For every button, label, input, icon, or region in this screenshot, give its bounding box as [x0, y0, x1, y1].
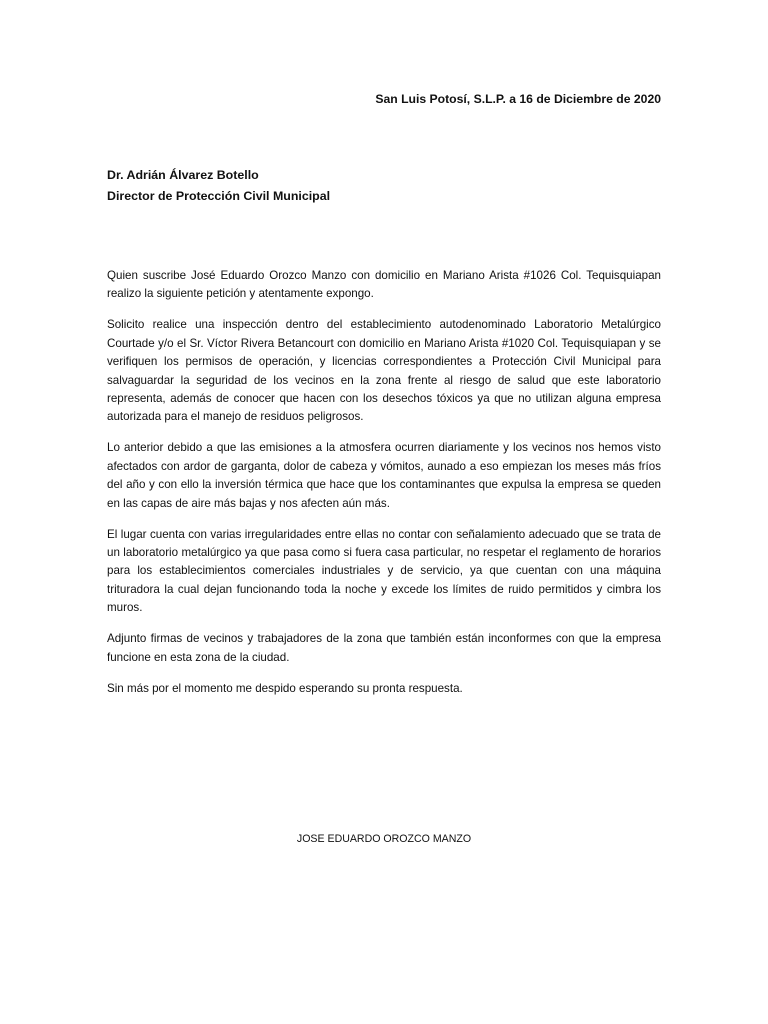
- recipient-title: Director de Protección Civil Municipal: [107, 189, 331, 203]
- paragraph-attachments: Adjunto firmas de vecinos y trabajadores de la zona que también están inconformes con que la empresa funcione en esta zona de la ciudad.: [107, 632, 661, 664]
- paragraph-closing: Sin más por el momento me despido esperando su pronta respuesta.: [107, 681, 463, 695]
- signature-name: JOSE EDUARDO OROZCO MANZO: [296, 833, 472, 845]
- paragraph-request: Solicito realice una inspección dentro del establecimiento autodenominado Laboratorio Metalúrgico Courtade y/o el Sr. Víctor Rivera Betancourt con domicilio en Mariano Arista #1020 Col. Tequisquiapan y se verifiquen los permisos de operación, y licencias correspondientes a Protección Civil Municipal para salvaguardar la seguridad de los vecinos en la zona frente al riesgo de salud que este laboratorio representa, además de conocer que hacen con los desechos tóxicos ya que no utilizan alguna empresa autorizada para el manejo de residuos peligrosos.: [107, 318, 661, 424]
- paragraph-irregularities: El lugar cuenta con varias irregularidades entre ellas no contar con señalamiento adecuado que se trata de un laboratorio metalúrgico ya que pasa como si fuera casa particular, no respetar el reglamento de horarios para los establecimientos comerciales industriales y de servicio, ya que cuentan con una máquina trituradora la cual dejan funcionando toda la noche y excede los límites de ruido permitidos y cimbra los muros.: [107, 527, 661, 615]
- letter-date: San Luis Potosí, S.L.P. a 16 de Diciembre de 2020: [375, 92, 661, 106]
- paragraph-reasons: Lo anterior debido a que las emisiones a la atmosfera ocurren diariamente y los vecinos nos hemos visto afectados con ardor de garganta, dolor de cabeza y vómitos, aunado a eso empiezan los meses más fríos del año y con ello la inversión térmica que hace que los contaminantes que expulsa la empresa se queden en las capas de aire más bajas y nos afecten aún más.: [107, 441, 661, 510]
- recipient-name: Dr. Adrián Álvarez Botello: [107, 168, 259, 182]
- recipient-block: [107, 165, 330, 207]
- letter-body: [107, 267, 661, 711]
- paragraph-introduction: Quien suscribe José Eduardo Orozco Manzo con domicilio en Mariano Arista #1026 Col. Tequisquiapan realizo la siguiente petición y atentamente expongo.: [107, 269, 661, 301]
